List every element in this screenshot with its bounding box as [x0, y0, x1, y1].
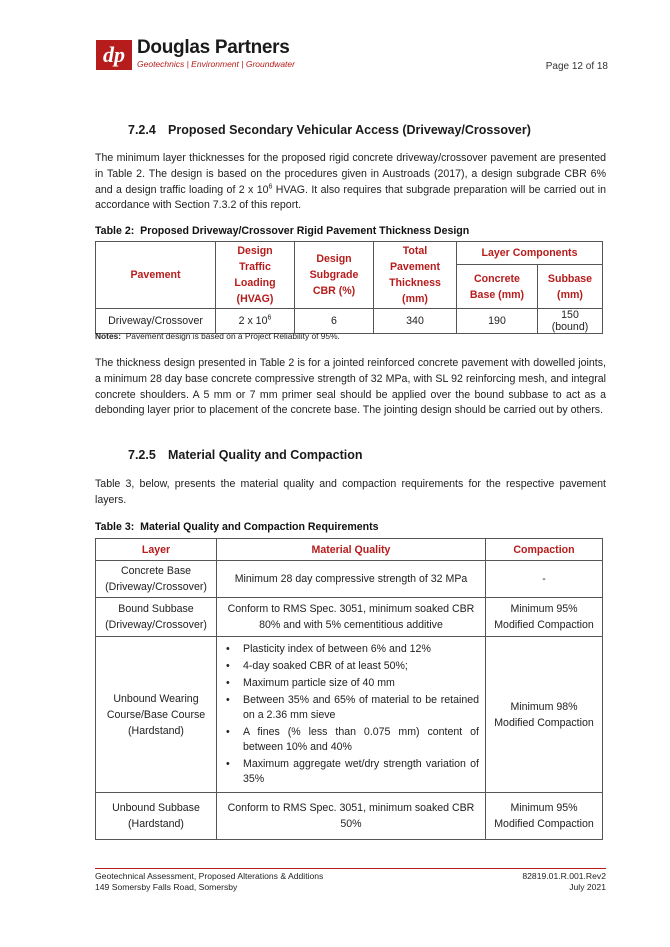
bullet-item: • 4-day soaked CBR of at least 50%; [223, 659, 479, 674]
footer-date: July 2021 [569, 882, 606, 892]
cell-layer: Bound Subbase (Driveway/Crossover) [96, 598, 217, 637]
cell-compaction: Minimum 95% Modified Compaction [486, 598, 603, 637]
footer-left [95, 871, 323, 893]
col-header-compaction: Compaction [486, 539, 603, 561]
bullet-item: • Maximum particle size of 40 mm [223, 676, 479, 691]
bullet-item: • Between 35% and 65% of material to be retained on a 2.36 mm sieve [223, 693, 479, 723]
table-caption-title: Proposed Driveway/Crossover Rigid Pavement Thickness Design [140, 225, 470, 237]
paragraph-text: HVAG. It also requires that subgrade preparation will be carried out in accordance with Section 7.3.2 of this report. [95, 183, 606, 212]
table-caption-label: Table 3: [95, 521, 135, 533]
table-2-notes [95, 331, 340, 341]
footer-report-title: Geotechnical Assessment, Proposed Alterations & Additions [95, 871, 324, 881]
section-title: Proposed Secondary Vehicular Access (Driveway/Crossover) [168, 123, 531, 137]
superscript: 6 [268, 183, 273, 191]
section-title: Material Quality and Compaction [168, 448, 363, 462]
table-2-caption [95, 225, 469, 237]
cell-layer: Unbound Wearing Course/Base Course (Hardstand) [96, 637, 217, 793]
cell-quality: Conform to RMS Spec. 3051, minimum soaked CBR 80% and with 5% cementitious additive [217, 598, 486, 637]
page-number: Page 12 of 18 [545, 61, 608, 72]
col-header-subgrade: Design Subgrade CBR (%) [295, 242, 374, 309]
footer-report-number: 82819.01.R.001.Rev2 [522, 871, 606, 881]
cell-quality: Minimum 28 day compressive strength of 32 MPa [217, 561, 486, 598]
table-row [96, 598, 603, 637]
footer-right [522, 871, 606, 893]
cell-compaction: - [486, 561, 603, 598]
logo-company-name: Douglas Partners [137, 37, 290, 58]
cell-layer: Unbound Subbase (Hardstand) [96, 793, 217, 840]
table-3-caption [95, 521, 379, 533]
bullet-item: • Plasticity index of between 6% and 12% [223, 642, 479, 657]
section-number: 7.2.5 [128, 448, 156, 462]
col-header-layer-components: Layer Components [457, 242, 603, 265]
cell-layer: Concrete Base (Driveway/Crossover) [96, 561, 217, 598]
footer-address: 149 Somersby Falls Road, Somersby [95, 882, 238, 892]
cell-quality [217, 637, 486, 793]
col-header-concrete-base: Concrete Base (mm) [457, 265, 538, 309]
col-header-layer: Layer [96, 539, 217, 561]
bullet-item: • A fines (% less than 0.075 mm) content of between 10% and 40% [223, 725, 479, 755]
section-number: 7.2.4 [128, 123, 156, 137]
table-row [96, 793, 603, 840]
cell-traffic [216, 309, 295, 334]
notes-text: Pavement design is based on a Project Reliability of 95%. [125, 331, 340, 341]
table-2 [95, 241, 603, 334]
col-header-subbase: Subbase (mm) [538, 265, 603, 309]
section-heading-7-2-5 [128, 448, 362, 462]
notes-label: Notes: [95, 331, 122, 341]
cell-compaction: Minimum 95% Modified Compaction [486, 793, 603, 840]
table-row [96, 309, 603, 334]
cell-text: 2 x 10 [238, 315, 268, 327]
cell-subbase: 150 (bound) [538, 309, 603, 334]
paragraph-text: The minimum layer thicknesses for the proposed rigid concrete driveway/crossover pavement are presented in Table 2. The design is based on the procedures given in Austroads (2017), a design subgrade CBR 6% and a design traffic loading of 2 x 10 [95, 152, 606, 196]
footer-divider [95, 868, 606, 869]
company-logo [96, 37, 316, 72]
quality-bullet-list [223, 642, 479, 787]
superscript: 6 [267, 314, 272, 322]
logo-tagline: Geotechnics | Environment | Groundwater [137, 59, 295, 69]
table-row [96, 637, 603, 793]
table-caption-title: Material Quality and Compaction Requirements [140, 521, 379, 533]
bullet-item: • Maximum aggregate wet/dry strength variation of 35% [223, 757, 479, 787]
cell-base: 190 [457, 309, 538, 334]
col-header-thickness: Total Pavement Thickness (mm) [374, 242, 457, 309]
paragraph-design-basis [95, 151, 606, 214]
col-header-material-quality: Material Quality [217, 539, 486, 561]
table-caption-label: Table 2: [95, 225, 135, 237]
cell-subgrade: 6 [295, 309, 374, 334]
logo-glyph: dp [103, 42, 125, 67]
logo-mark [96, 40, 132, 70]
cell-compaction: Minimum 98% Modified Compaction [486, 637, 603, 793]
cell-pavement: Driveway/Crossover [96, 309, 216, 334]
col-header-pavement: Pavement [96, 242, 216, 309]
table-3 [95, 538, 603, 840]
cell-quality: Conform to RMS Spec. 3051, minimum soaked CBR 50% [217, 793, 486, 840]
section-heading-7-2-4 [128, 123, 531, 137]
paragraph-thickness-design: The thickness design presented in Table 2 is for a jointed reinforced concrete pavement with dowelled joints, a minimum 28 day base concrete compressive strength of 32 MPa, with SL 92 reinforcing mesh, and integral concrete shoulders. A 5 mm or 7 mm primer seal should be applied over the bound subbase to act as a debonding layer prior to placement of the concrete base. The jointing design should be carried out by others. [95, 357, 606, 417]
table-row [96, 561, 603, 598]
col-header-traffic: Design Traffic Loading (HVAG) [216, 242, 295, 309]
paragraph-table-3-intro: Table 3, below, presents the material quality and compaction requirements for the respective pavement layers. [95, 478, 606, 506]
cell-thickness: 340 [374, 309, 457, 334]
